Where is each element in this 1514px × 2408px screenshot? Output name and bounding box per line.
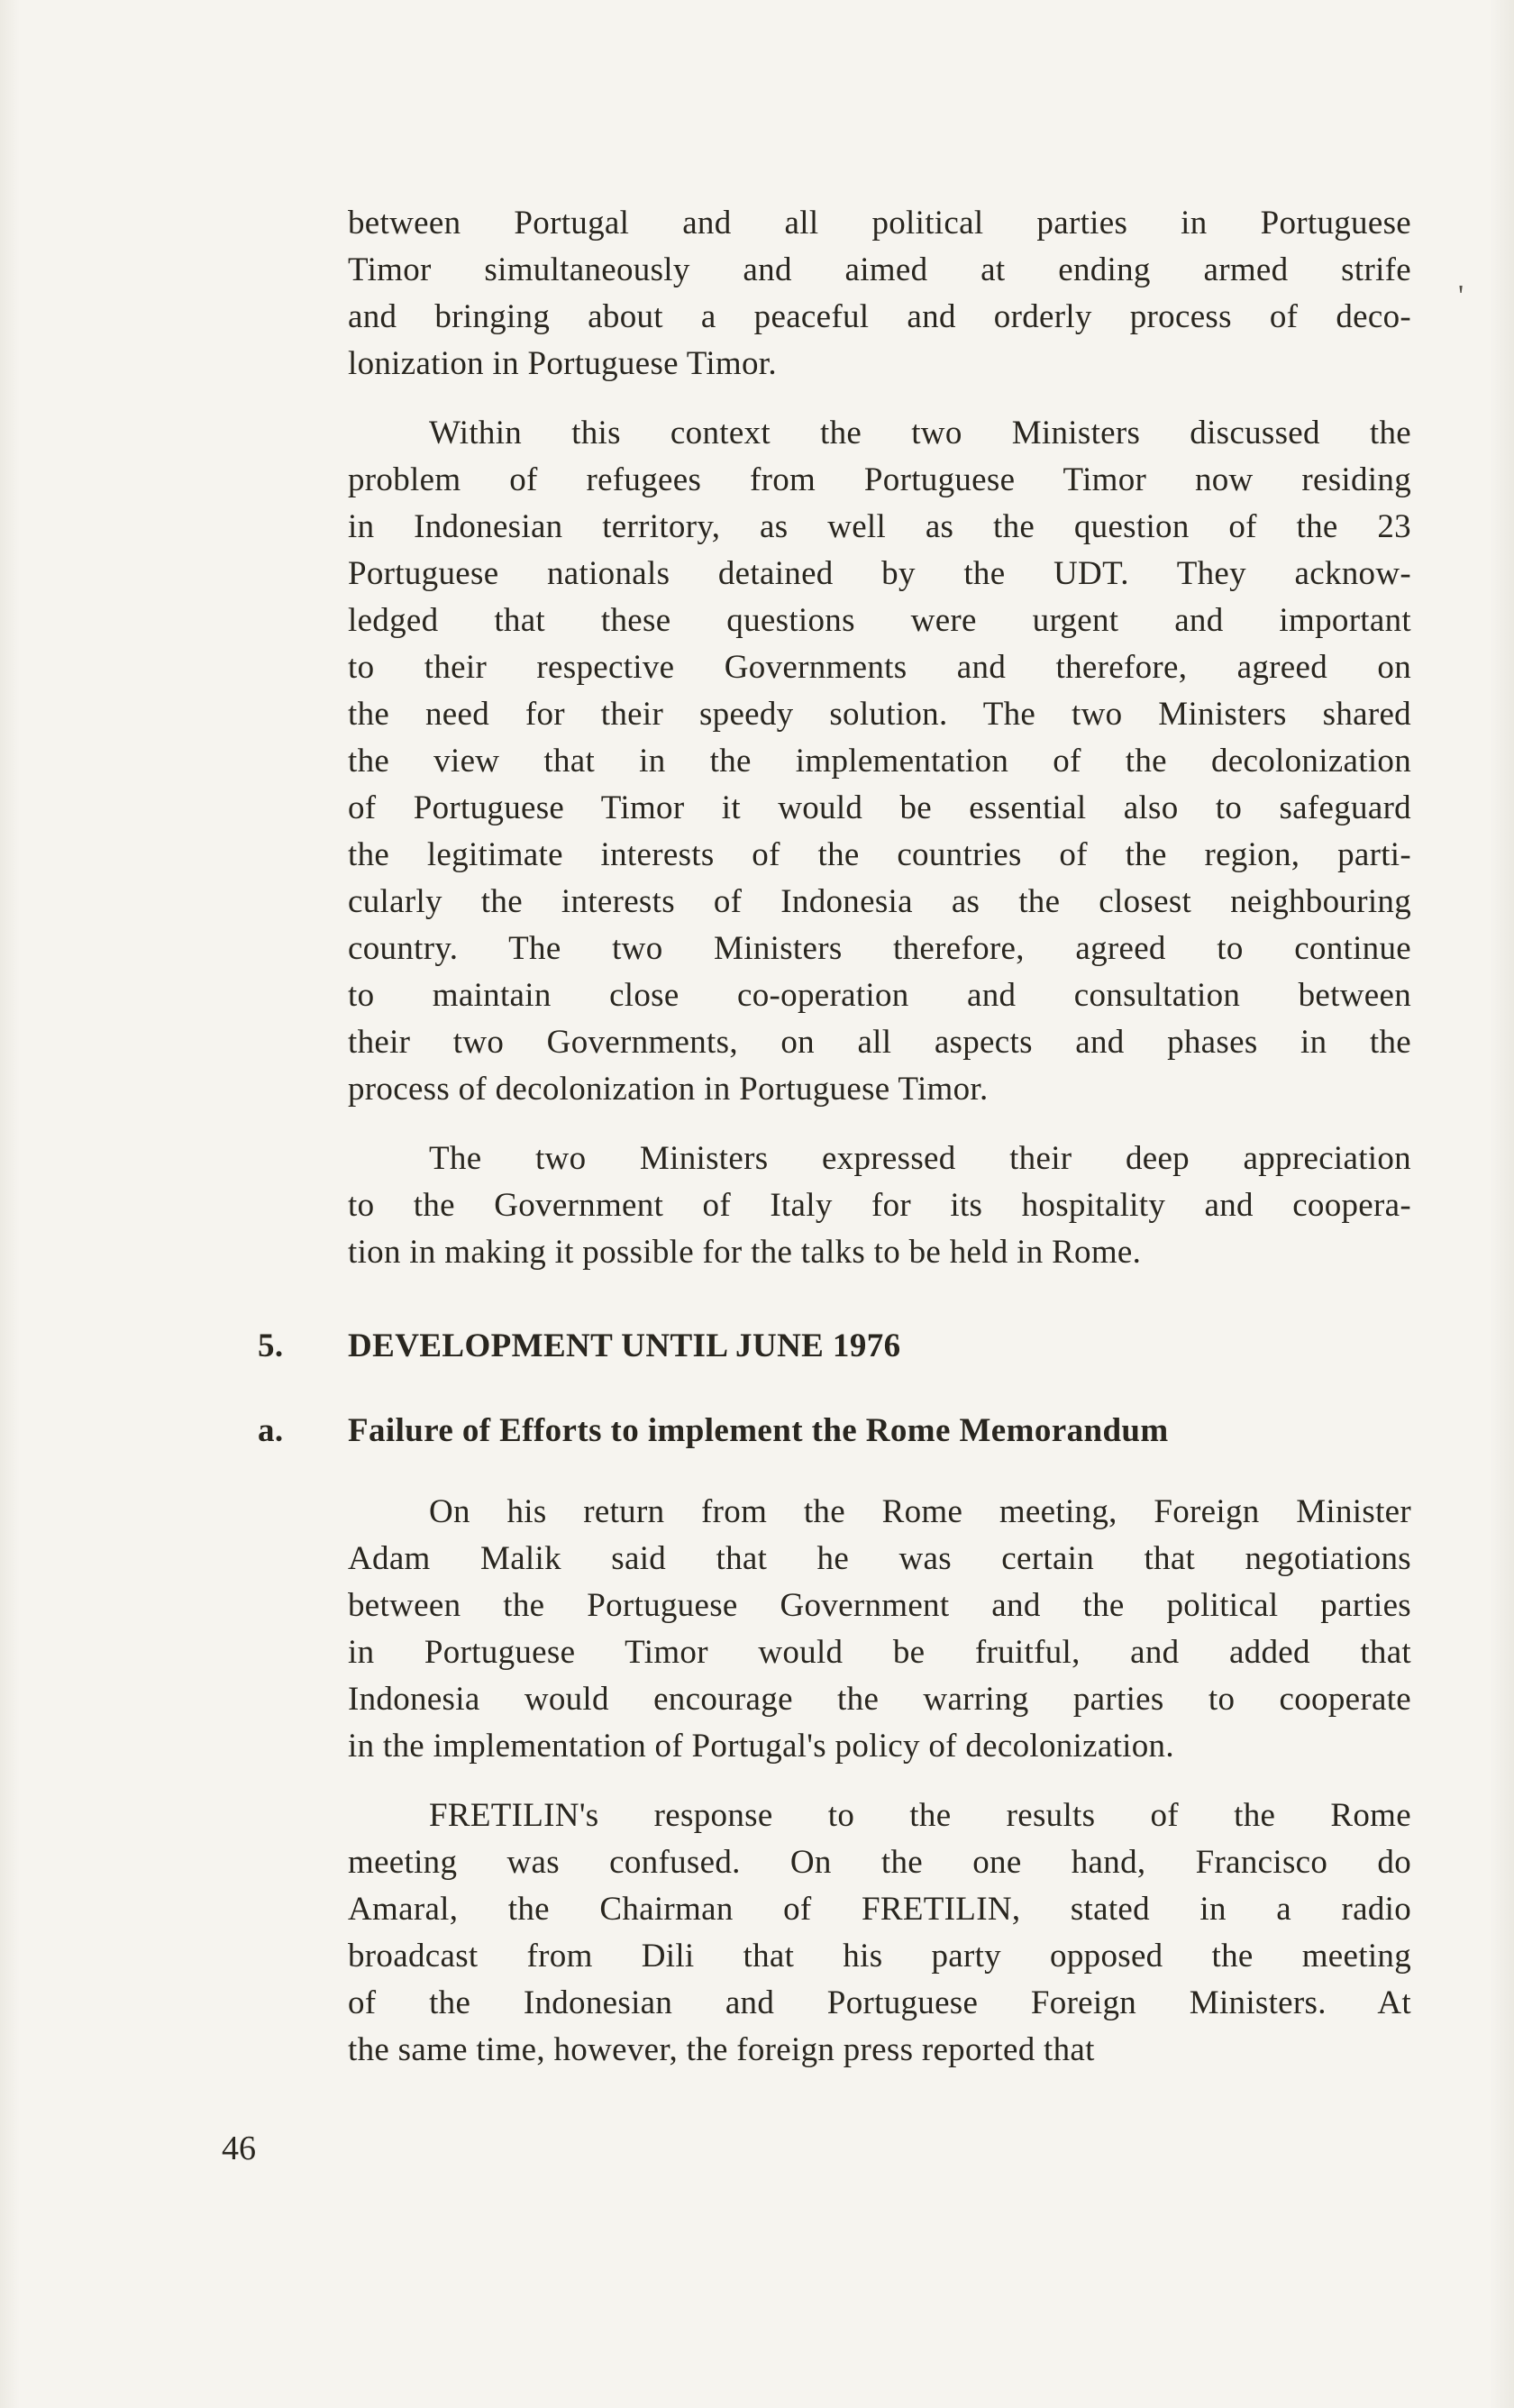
text-line: and bringing about a peaceful and orderly process of deco- — [348, 298, 1411, 335]
text-line: country. The two Ministers therefore, agreed to continue — [348, 930, 1411, 967]
text-line: of the Indonesian and Portuguese Foreign Ministers. At — [348, 1984, 1411, 2021]
text-line: the need for their speedy solution. The two Ministers shared — [348, 696, 1411, 733]
text-line: ledged that these questions were urgent and important — [348, 602, 1411, 639]
text-line: the view that in the implementation of the decolonization — [348, 743, 1411, 780]
paragraph — [348, 1792, 1411, 2074]
text-line: the same time, however, the foreign press reported that — [348, 2031, 1095, 2068]
text-line: Indonesia would encourage the warring parties to cooperate — [348, 1681, 1411, 1718]
text-line: Timor simultaneously and aimed at ending armed strife — [348, 251, 1411, 288]
text-line: Portuguese nationals detained by the UDT. They acknow- — [348, 555, 1411, 592]
subsection-letter: a. — [258, 1412, 284, 1449]
paragraph — [348, 410, 1411, 1113]
text-line: tion in making it possible for the talks to be held in Rome. — [348, 1234, 1142, 1271]
subsection-heading — [258, 1408, 1411, 1455]
subsection-title: Failure of Efforts to implement the Rome Memorandum — [348, 1412, 1169, 1449]
text-line: The two Ministers expressed their deep appreciation — [429, 1140, 1411, 1177]
text-line: problem of refugees from Portuguese Timor now residing — [348, 461, 1411, 498]
text-line: On his return from the Rome meeting, Foreign Minister — [429, 1493, 1411, 1530]
text-line: their two Governments, on all aspects and phases in the — [348, 1024, 1411, 1061]
text-line: in Indonesian territory, as well as the question of the 23 — [348, 508, 1411, 545]
text-line: to their respective Governments and therefore, agreed on — [348, 649, 1411, 686]
text-line: Within this context the two Ministers discussed the — [429, 415, 1411, 452]
text-line: between the Portuguese Government and the political parties — [348, 1587, 1411, 1624]
paragraph — [348, 200, 1411, 388]
text-line: lonization in Portuguese Timor. — [348, 345, 777, 382]
paragraph — [348, 1136, 1411, 1276]
text-line: Adam Malik said that he was certain that negotiations — [348, 1540, 1411, 1577]
section-title: DEVELOPMENT UNTIL JUNE 1976 — [348, 1327, 901, 1364]
text-line: FRETILIN's response to the results of the Rome — [429, 1797, 1411, 1834]
page-number: 46 — [222, 2130, 256, 2167]
text-block — [258, 200, 1411, 2096]
text-line: process of decolonization in Portuguese Timor. — [348, 1071, 989, 1108]
text-line: meeting was confused. On the one hand, Francisco do — [348, 1844, 1411, 1881]
text-line: in Portuguese Timor would be fruitful, and added that — [348, 1634, 1411, 1671]
text-line: Amaral, the Chairman of FRETILIN, stated in a radio — [348, 1891, 1411, 1928]
text-line: broadcast from Dili that his party opposed the meeting — [348, 1938, 1411, 1975]
text-line: to the Government of Italy for its hospitality and coopera- — [348, 1187, 1411, 1224]
text-line: cularly the interests of Indonesia as the closest neighbouring — [348, 883, 1411, 920]
text-line: the legitimate interests of the countries of the region, parti- — [348, 836, 1411, 873]
text-line: of Portuguese Timor it would be essential also to safeguard — [348, 789, 1411, 826]
section-heading — [258, 1323, 1411, 1370]
paragraph — [348, 1489, 1411, 1770]
section-number: 5. — [258, 1327, 284, 1364]
text-line: to maintain close co-operation and consultation between — [348, 977, 1411, 1014]
scan-artifact-mark: ' — [1458, 279, 1464, 313]
text-line: in the implementation of Portugal's policy of decolonization. — [348, 1728, 1174, 1765]
text-line: between Portugal and all political parties in Portuguese — [348, 205, 1411, 242]
